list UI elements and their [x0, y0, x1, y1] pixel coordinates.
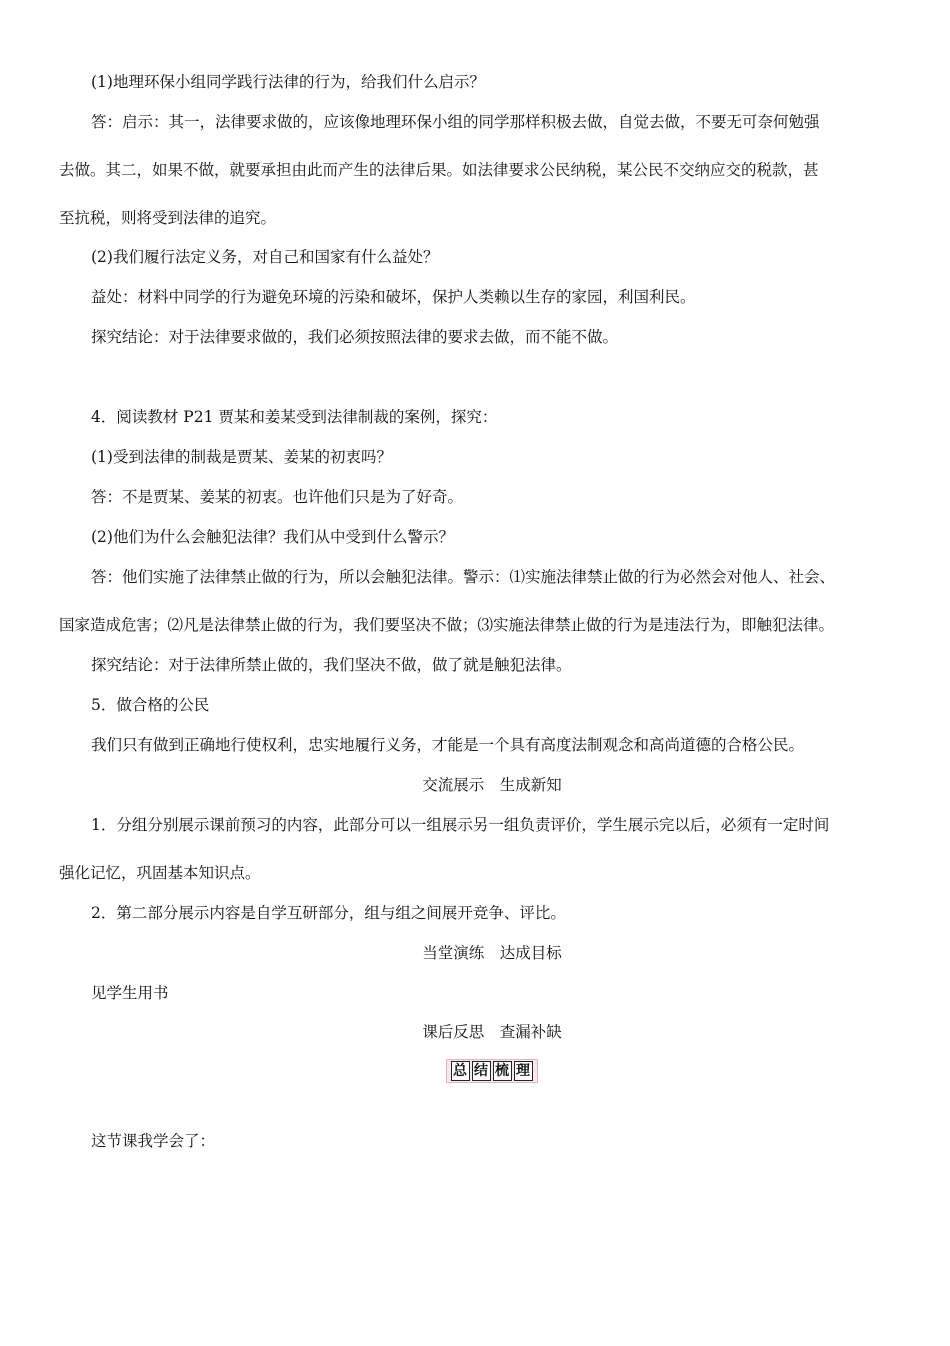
- text-line-16: 我们只有做到正确地行使权利，忠实地履行义务，才能是一个具有高度法制观念和高尚道德的合格公民。: [91, 736, 805, 754]
- text-line-3: 去做。其二，如果不做，就要承担由此而产生的法律后果。如法律要求公民纳税，某公民不交纳应交的税款，甚: [59, 161, 819, 179]
- text-line-19: 强化记忆，巩固基本知识点。: [59, 864, 261, 882]
- summary-badge: [446, 1059, 538, 1083]
- text-line-7: 探究结论：对于法律要求做的，我们必须按照法律的要求去做，而不能不做。: [91, 328, 619, 346]
- text-line-14: 探究结论：对于法律所禁止做的，我们坚决不做，做了就是触犯法律。: [91, 656, 572, 674]
- text-line-18: 1．分组分别展示课前预习的内容，此部分可以一组展示另一组负责评价，学生展示完以后，必须有一定时间: [91, 816, 830, 834]
- text-line-8: 4．阅读教材 P21 贾某和姜某受到法律制裁的案例，探究：: [91, 408, 498, 426]
- text-line-15: 5．做合格的公民: [91, 696, 210, 714]
- text-line-21: 当堂演练 达成目标: [422, 944, 562, 962]
- text-line-6: 益处：材料中同学的行为避免环境的污染和破坏，保护人类赖以生存的家园，利国利民。: [91, 288, 696, 306]
- text-line-20: 2．第二部分展示内容是自学互研部分，组与组之间展开竞争、评比。: [91, 904, 566, 922]
- summary-badge-char: 总: [453, 1063, 468, 1079]
- text-line-1: (1)地理环保小组同学践行法律的行为，给我们什么启示？: [91, 73, 485, 91]
- text-line-2: 答：启示：其一，法律要求做的，应该像地理环保小组的同学那样积极去做，自觉去做，不要无可奈何勉强: [91, 113, 820, 131]
- text-line-12: 答：他们实施了法律禁止做的行为，所以会触犯法律。警示：⑴实施法律禁止做的行为必然会对他人、社会、: [91, 568, 836, 586]
- text-line-22: 见学生用书: [91, 984, 169, 1002]
- text-line-4: 至抗税，则将受到法律的追究。: [59, 209, 277, 227]
- text-line-11: (2)他们为什么会触犯法律？我们从中受到什么警示？: [91, 528, 454, 546]
- text-line-24: 这节课我学会了：: [91, 1132, 216, 1150]
- text-line-5: (2)我们履行法定义务，对自己和国家有什么益处？: [91, 248, 439, 266]
- summary-badge-char: 结: [474, 1063, 489, 1079]
- summary-badge-row: [0, 1059, 950, 1083]
- text-line-10: 答：不是贾某、姜某的初衷。也许他们只是为了好奇。: [91, 488, 464, 506]
- text-line-9: (1)受到法律的制裁是贾某、姜某的初衷吗？: [91, 448, 392, 466]
- summary-badge-char: 理: [516, 1063, 531, 1079]
- text-line-17: 交流展示 生成新知: [422, 776, 562, 794]
- text-line-23: 课后反思 查漏补缺: [422, 1023, 562, 1041]
- text-line-13: 国家造成危害；⑵凡是法律禁止做的行为，我们要坚决不做；⑶实施法律禁止做的行为是违法行为，即触犯法律。: [59, 616, 835, 634]
- summary-badge-char: 梳: [495, 1063, 510, 1079]
